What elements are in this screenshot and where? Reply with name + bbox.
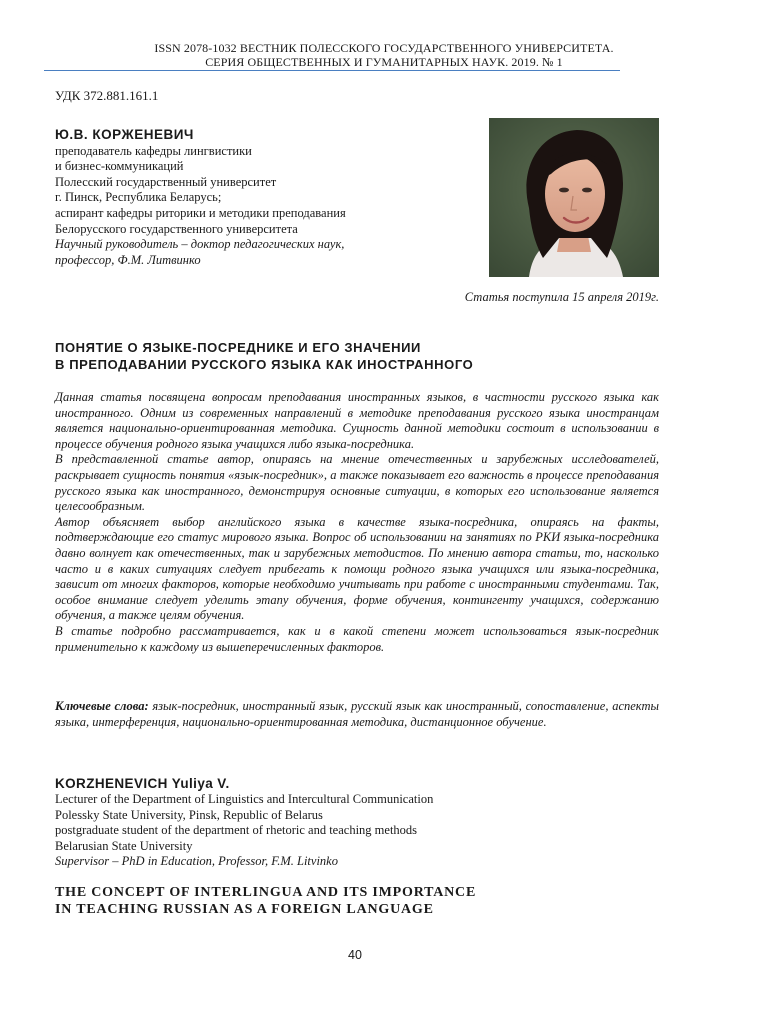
author-name-ru: Ю.В. КОРЖЕНЕВИЧ [55, 127, 194, 142]
header-divider [44, 70, 620, 71]
author-info-ru [55, 127, 475, 268]
journal-header-line-1: ISSN 2078-1032 ВЕСТНИК ПОЛЕССКОГО ГОСУДАРСТВЕННОГО УНИВЕРСИТЕТА. [154, 41, 614, 55]
author-en-line: Lecturer of the Department of Linguistics and Intercultural Communication [55, 792, 434, 807]
article-title-en [55, 884, 665, 918]
article-title-ru-line-2: В ПРЕПОДАВАНИИ РУССКОГО ЯЗЫКА КАК ИНОСТРАННОГО [55, 357, 474, 372]
author-line: преподаватель кафедры лингвистики [55, 143, 252, 158]
author-line: аспирант кафедры риторики и методики преподавания [55, 205, 346, 220]
journal-header [40, 41, 728, 69]
abstract-paragraph: Данная статья посвящена вопросам преподавания иностранных языков, в частности русского языка как иностранного. Одним из современных направлений в методике преподавания русского языка иностранцам является национально-ориентированная методика. Сущность данной методики состоит в использовании в процессе обучения родного языка учащихся либо языка-посредника. [55, 390, 659, 451]
author-en-line: postgraduate student of the department of rhetoric and teaching methods [55, 823, 418, 838]
supervisor-line: Научный руководитель – доктор педагогических наук, [55, 237, 345, 252]
journal-header-line-2: СЕРИЯ ОБЩЕСТВЕННЫХ И ГУМАНИТАРНЫХ НАУК. 2019. № 1 [205, 55, 563, 69]
author-info-en [55, 776, 659, 869]
article-title-ru [55, 339, 665, 373]
author-line: Полесский государственный университет [55, 174, 277, 189]
article-title-ru-line-1: ПОНЯТИЕ О ЯЗЫКЕ-ПОСРЕДНИКЕ И ЕГО ЗНАЧЕНИИ [55, 340, 421, 355]
abstract-paragraph: В статье подробно рассматривается, как и в какой степени может использоваться язык-посредник применительно к каждому из вышеперечисленных факторов. [55, 623, 659, 654]
author-line: и бизнес-коммуникаций [55, 159, 184, 174]
author-portrait-illustration [489, 118, 659, 277]
author-line: Белорусского государственного университета [55, 221, 298, 236]
keywords-label: Ключевые слова: [55, 699, 149, 713]
article-title-en-line-2: IN TEACHING RUSSIAN AS A FOREIGN LANGUAGE [55, 902, 434, 917]
abstract-ru [55, 390, 659, 655]
author-en-line: Belarusian State University [55, 838, 193, 853]
keywords-text: язык-посредник, иностранный язык, русский язык как иностранный, сопоставление, аспекты языка, интерференция, национально-ориентированная методика, дистанционное обучение. [55, 699, 659, 729]
author-en-line: Polessky State University, Pinsk, Republic of Belarus [55, 807, 323, 822]
author-photo [489, 118, 659, 277]
udk-code: УДК 372.881.161.1 [55, 88, 159, 103]
abstract-paragraph: Автор объясняет выбор английского языка в качестве языка-посредника, опираясь на факты, подтверждающие его статус мирового языка. Вопрос об использовании на занятиях по РКИ языка-посредника давно волнует как отечественных, так и зарубежных методистов. По мнению автора статьи, то, насколько часто и в каких ситуациях следует прибегать к помощи родного языка учащихся или языка-посредника, зависит от многих факторов, которые необходимо учитывать при работе с иностранными студентами. Так, особое внимание следует уделить этапу обучения, форме обучения, контингенту учащихся, содержанию обучения, а также целям обучения. [55, 514, 659, 623]
author-name-en: KORZHENEVICH Yuliya V. [55, 776, 230, 791]
article-title-en-line-1: THE CONCEPT OF INTERLINGUA AND ITS IMPORTANCE [55, 885, 477, 900]
supervisor-en: Supervisor – PhD in Education, Professor, F.M. Litvinko [55, 854, 338, 869]
abstract-paragraph: В представленной статье автор, опираясь на мнение отечественных и зарубежных исследователей, раскрывает сущность понятия «язык-посредник», а также показывает его важность в процессе преподавания русского языка как иностранного, демонстрируя основные ситуации, в которых его использование является целесообразным. [55, 452, 659, 514]
page-number: 40 [348, 948, 362, 962]
keywords-ru [55, 699, 659, 730]
author-line: г. Пинск, Республика Беларусь; [55, 190, 222, 205]
received-date: Статья поступила 15 апреля 2019г. [464, 290, 659, 304]
supervisor-line: профессор, Ф.М. Литвинко [55, 252, 201, 267]
